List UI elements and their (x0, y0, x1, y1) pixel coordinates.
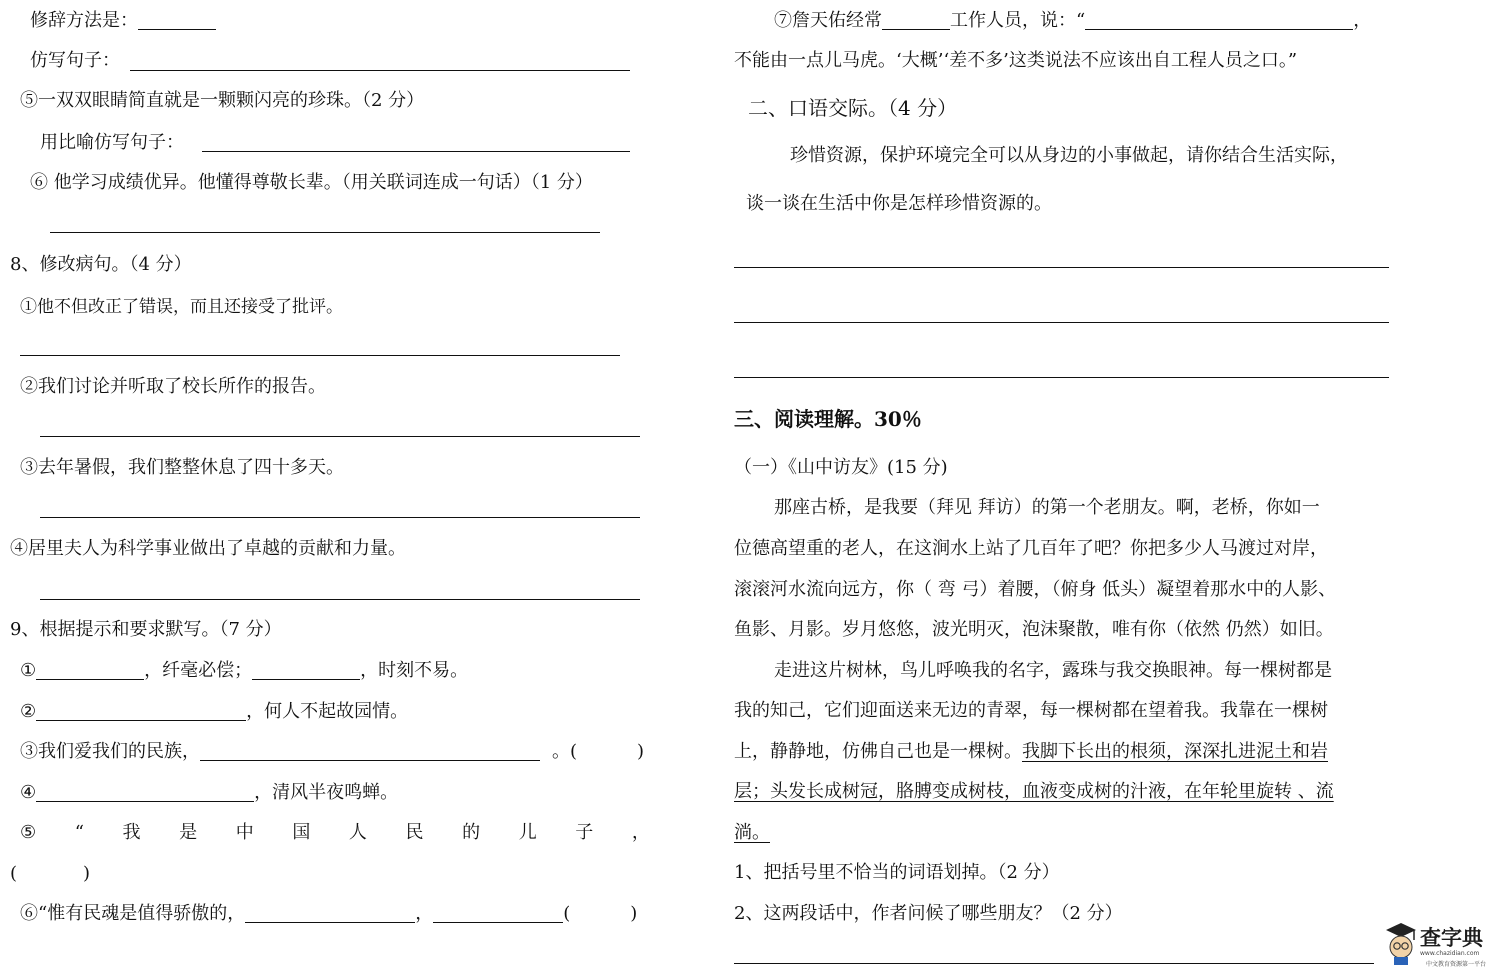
s9-item-5-paren[interactable]: ( ) (10, 863, 91, 884)
q2-answer-line[interactable] (734, 963, 1374, 964)
s9-item-2: ② ，何人不起故园情。 (20, 701, 409, 722)
passage-line-7: 上，静静地，仿佛自己也是一棵树。我脚下长出的根须，深深扎进泥土和岩 (734, 741, 1328, 762)
passage-line-4: 鱼影、月影。岁月悠悠，波光明灭，泡沫聚散，唯有你（依然 仍然）如旧。 (734, 619, 1334, 640)
s9-blank-4[interactable] (36, 783, 254, 802)
rhetoric-blank[interactable] (138, 11, 216, 30)
q7-line-1: ⑦詹天佑经常 工作人员，说：“ ， (774, 10, 1372, 31)
passage-line-2: 位德高望重的老人，在这涧水上站了几百年了吧？你把多少人马渡过对岸， (734, 538, 1328, 559)
passage-underlined-3: 淌。 (734, 822, 770, 843)
s2-prompt-1: 珍惜资源，保护环境完全可以从身边的小事做起，请你结合生活实际， (790, 145, 1348, 166)
imitate-label: 仿写句子： (30, 50, 120, 71)
s2-prompt-2: 谈一谈在生活中你是怎样珍惜资源的。 (746, 193, 1052, 214)
q7-blank-1[interactable] (882, 11, 950, 30)
s9-blank-1a[interactable] (36, 661, 144, 680)
s9-item-3: ③我们爱我们的民族， 。( ) (20, 741, 645, 762)
s9-item-5: ⑤ “ 我 是 中 国 人 民 的 儿 子 ， (20, 822, 650, 843)
s2-answer-line-1[interactable] (734, 267, 1389, 268)
q7-line-2: 不能由一点儿马虎。‘大概’‘差不多’这类说法不应该出自工程人员之口。” (734, 50, 1298, 71)
section3-title: 三、阅读理解。30％ (734, 407, 922, 431)
imitate-answer-line[interactable] (130, 70, 630, 71)
section8-title: 8、修改病句。（4 分） (10, 254, 192, 275)
q5-task: 用比喻仿写句子： (40, 132, 184, 153)
passage-line-6: 我的知己，它们迎面送来无边的青翠，每一棵树都在望着我。我靠在一棵树 (734, 700, 1328, 721)
chazidian-logo (1378, 920, 1496, 974)
logo-tagline: 中文教育资源第一平台 (1426, 961, 1487, 968)
s9-item-6: ⑥“惟有民魂是值得骄傲的， ， ( ) (20, 903, 638, 924)
q5-answer-line[interactable] (202, 151, 630, 152)
logo-url: www.chazidian.com (1420, 950, 1480, 957)
rhetoric-line (30, 10, 216, 32)
section9-title: 9、根据提示和要求默写。（7 分） (10, 619, 282, 640)
passage-title: （一）《山中访友》(15 分) (734, 457, 948, 478)
s8-answer-line-3[interactable] (40, 517, 640, 518)
rhetoric-label: 修辞方法是： (30, 10, 138, 31)
s9-blank-1b[interactable] (252, 661, 360, 680)
passage-line-3: 滚滚河水流向远方，你（ 弯 弓）着腰，（俯身 低头）凝望着那水中的人影、 (734, 579, 1337, 600)
q7-blank-2[interactable] (1085, 11, 1353, 30)
s9-item-4: ④ ，清风半夜鸣蝉。 (20, 782, 399, 803)
s9-blank-3[interactable] (200, 742, 540, 761)
logo-name: 查字典 (1420, 926, 1483, 950)
s9-blank-6b[interactable] (433, 904, 563, 923)
question-1: 1、把括号里不恰当的词语划掉。（2 分） (734, 862, 1060, 883)
s9-blank-6a[interactable] (245, 904, 415, 923)
s8-answer-line-2[interactable] (40, 436, 640, 437)
s8-item-4: ④居里夫人为科学事业做出了卓越的贡献和力量。 (10, 538, 406, 559)
s8-item-3: ③去年暑假，我们整整休息了四十多天。 (20, 457, 344, 478)
s8-answer-line-4[interactable] (40, 599, 640, 600)
q5-text: ⑤一双双眼睛简直就是一颗颗闪亮的珍珠。（2 分） (20, 90, 425, 111)
passage-line-5: 走进这片树林，鸟儿呼唤我的名字，露珠与我交换眼神。每一棵树都是 (774, 660, 1332, 681)
s2-answer-line-2[interactable] (734, 322, 1389, 323)
question-2: 2、这两段话中，作者问候了哪些朋友？（2 分） (734, 903, 1123, 924)
s8-answer-line-1[interactable] (20, 355, 620, 356)
graduation-cap-icon (1384, 920, 1418, 966)
s8-item-2: ②我们讨论并听取了校长所作的报告。 (20, 376, 326, 397)
passage-underlined-1: 我脚下长出的根须，深深扎进泥土和岩 (1022, 741, 1328, 762)
s2-answer-line-3[interactable] (734, 377, 1389, 378)
s9-blank-2[interactable] (36, 702, 246, 721)
q6-text: ⑥ 他学习成绩优异。他懂得尊敬长辈。（用关联词连成一句话）（1 分） (30, 172, 593, 193)
passage-underlined-2: 层；头发长成树冠，胳膊变成树枝，血液变成树的汁液，在年轮里旋转 、流 (734, 781, 1334, 802)
passage-line-1: 那座古桥，是我要（拜见 拜访）的第一个老朋友。啊，老桥，你如一 (774, 497, 1320, 518)
q6-answer-line[interactable] (50, 232, 600, 233)
s8-item-1: ①他不但改正了错误，而且还接受了批评。 (20, 297, 343, 317)
section2-title: 二、口语交际。（4 分） (748, 96, 958, 120)
s9-item-1: ① ，纤毫必偿； ，时刻不易。 (20, 660, 469, 681)
